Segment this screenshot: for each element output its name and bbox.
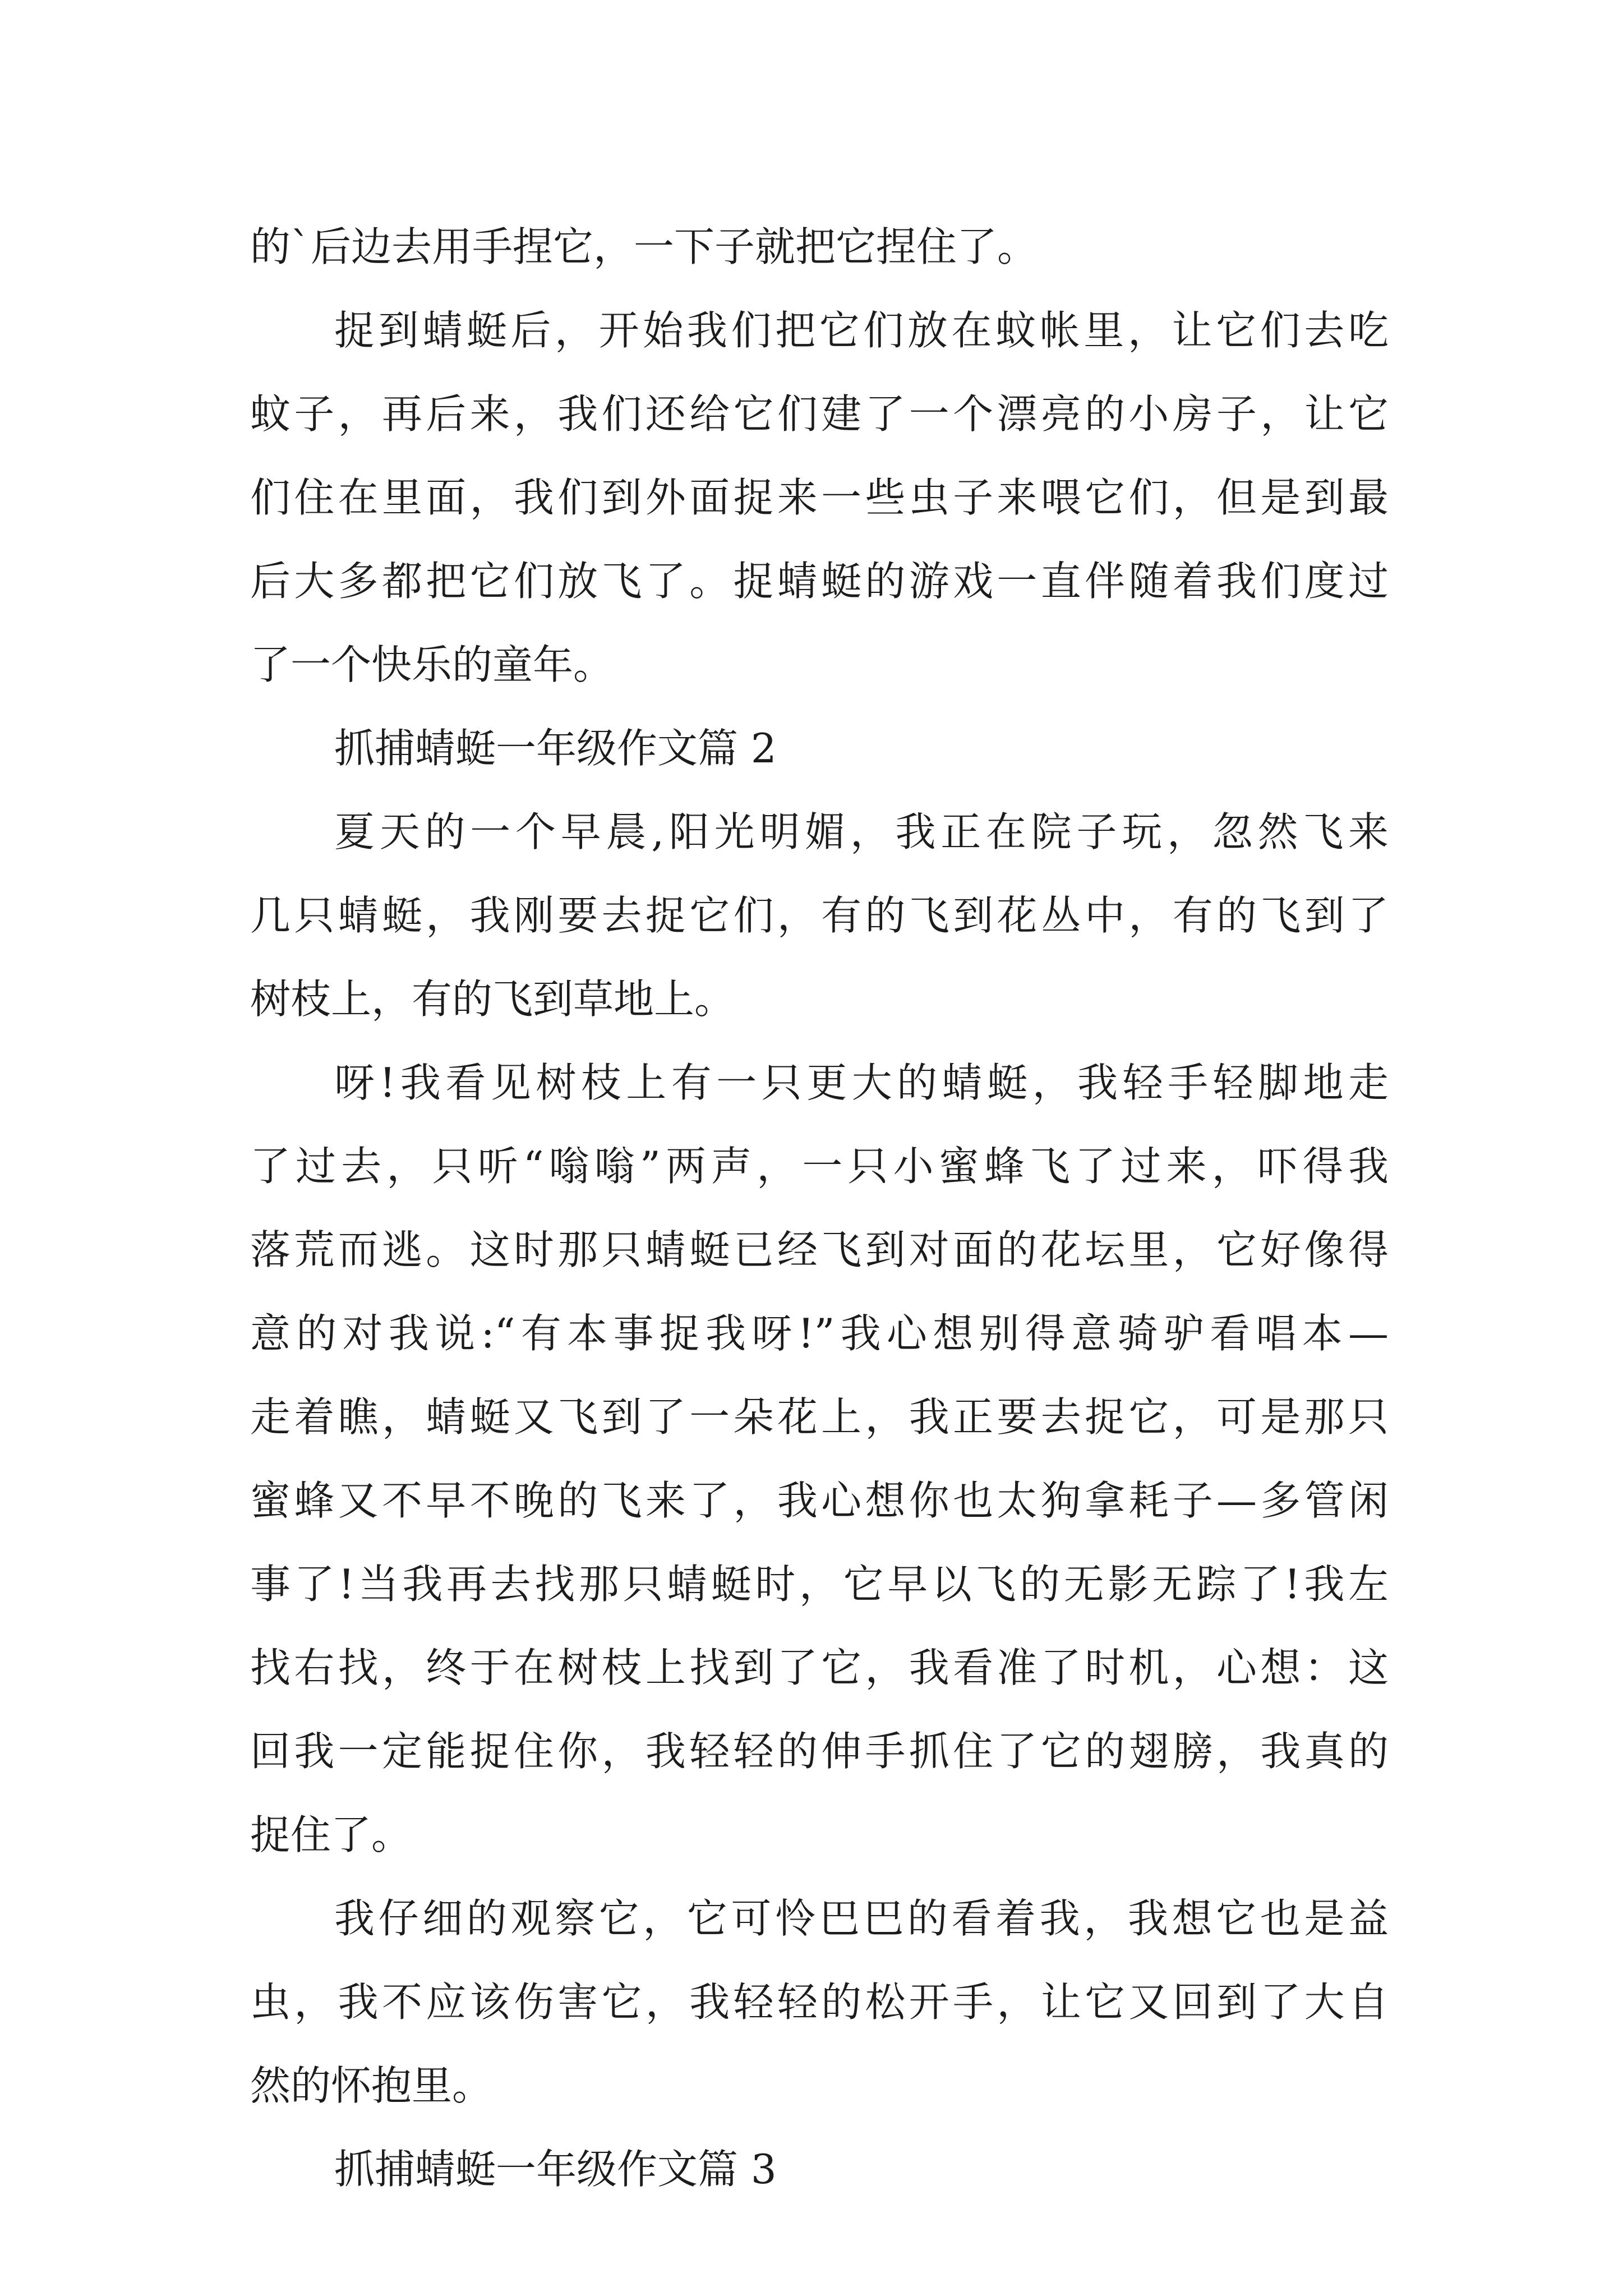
- heading-text: 抓捕蜻蜓一年级作文篇 2: [334, 725, 777, 772]
- text-line: 回我一定能捉住你，我轻轻的伸手抓住了它的翅膀，我真的: [250, 1728, 1389, 1775]
- text-line: 树枝上，有的飞到草地上。: [250, 976, 735, 1023]
- text-line: 了一个快乐的童年。: [250, 641, 614, 688]
- text-line: 落荒而逃。这时那只蜻蜓已经飞到对面的花坛里，它好像得: [250, 1226, 1389, 1273]
- text-line: 走着瞧，蜻蜓又飞到了一朵花上，我正要去捉它，可是那只: [250, 1393, 1389, 1441]
- section-heading: [250, 707, 1389, 790]
- text-line: 我仔细的观察它，它可怜巴巴的看着我，我想它也是益: [334, 1895, 1389, 1942]
- text-line: 呀!我看见树枝上有一只更大的蜻蜓，我轻手轻脚地走: [334, 1059, 1389, 1106]
- document-body: [250, 205, 1389, 2211]
- text-line: 们住在里面，我们到外面捉来一些虫子来喂它们，但是到最: [250, 474, 1389, 521]
- text-line: 意的对我说:“有本事捉我呀!”我心想别得意骑驴看唱本—: [250, 1310, 1389, 1357]
- heading-text: 抓捕蜻蜓一年级作文篇 3: [334, 2146, 777, 2193]
- text-line: 后大多都把它们放飞了。捉蜻蜓的游戏一直伴随着我们度过: [250, 558, 1389, 605]
- text-line: 找右找，终于在树枝上找到了它，我看准了时机，心想：这: [250, 1644, 1389, 1691]
- text-line: 然的怀抱里。: [250, 2062, 493, 2109]
- text-line: 蜜蜂又不早不晚的飞来了，我心想你也太狗拿耗子—多管闲: [250, 1477, 1389, 1524]
- text-line: 几只蜻蜓，我刚要去捉它们，有的飞到花丛中，有的飞到了: [250, 892, 1389, 939]
- text-line: 虫，我不应该伤害它，我轻轻的松开手，让它又回到了大自: [250, 1978, 1389, 2026]
- paragraph: [250, 1041, 1389, 1877]
- text-line: 捉住了。: [250, 1811, 412, 1858]
- paragraph: [250, 1877, 1389, 2128]
- paragraph: [250, 790, 1389, 1041]
- text-line: 了过去，只听“嗡嗡”两声，一只小蜜蜂飞了过来，吓得我: [250, 1143, 1389, 1190]
- text-line: 的`后边去用手捏它，一下子就把它捏住了。: [250, 223, 1038, 270]
- paragraph: [250, 289, 1389, 707]
- text-line: 夏天的一个早晨,阳光明媚，我正在院子玩，忽然飞来: [334, 808, 1389, 855]
- text-line: 捉到蜻蜓后，开始我们把它们放在蚊帐里，让它们去吃: [334, 307, 1389, 354]
- paragraph: [250, 205, 1389, 289]
- text-line: 事了!当我再去找那只蜻蜓时，它早以飞的无影无踪了!我左: [250, 1561, 1389, 1608]
- text-line: 蚊子，再后来，我们还给它们建了一个漂亮的小房子，让它: [250, 390, 1389, 438]
- section-heading: [250, 2128, 1389, 2211]
